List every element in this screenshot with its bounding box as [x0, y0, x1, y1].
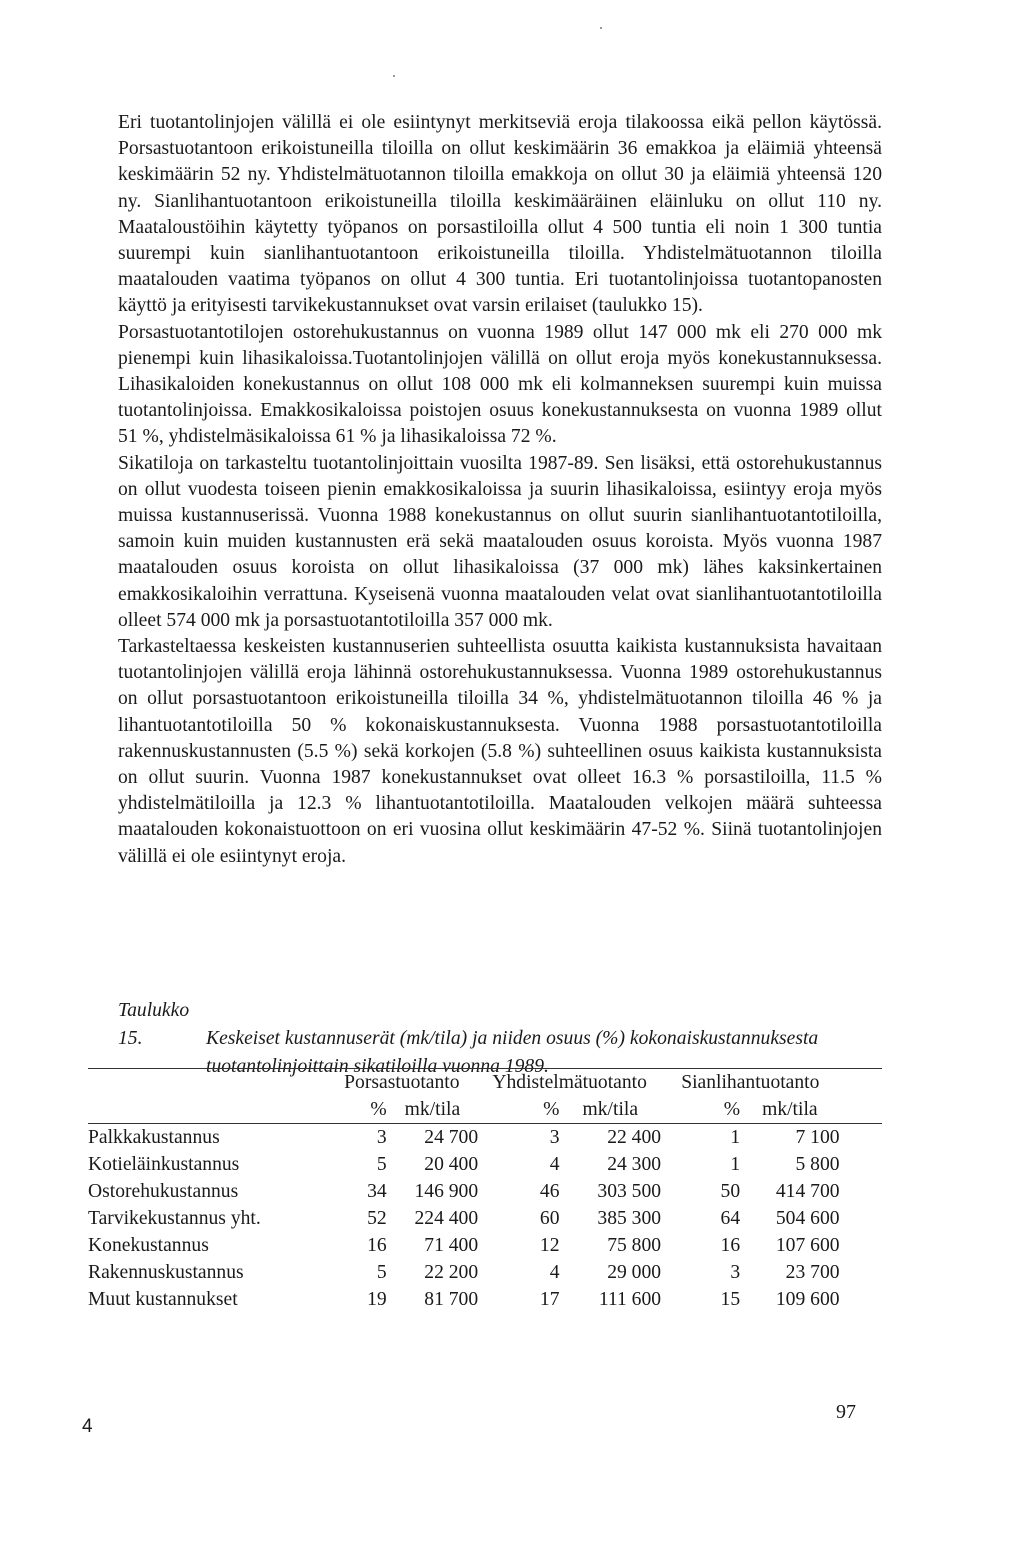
cell-value: 3: [730, 1262, 741, 1283]
paragraph-3: Sikatiloja on tarkasteltu tuotantolinjoittain vuosilta 1987-89. Sen lisäksi, että ostorehukustannus on ollut vuodesta toiseen pienin emakkosikaloissa ja suurin lihasikaloissa, esiintyy eroja myös muissa kustannuserissä. Vuonna 1988 konekustannus on ollut suurin sianlihantuotantotiloilla, samoin kuin muiden kustannusten erä sekä maatalouden osuus koroista. Myös vuonna 1987 maatalouden osuus koroista on ollut lihasikaloissa (37 000 mk) lähes kaksinkertainen emakkosikaloihin verrattuna. Kyseisenä vuonna maatalouden velat ovat sianlihantuotantotiloilla olleet 574 000 mk ja porsastuotantotiloilla 357 000 mk.: [118, 452, 882, 631]
header-group-yhdistelmatuotanto: Yhdistelmätuotanto: [492, 1072, 647, 1093]
cell-value: 24 300: [607, 1154, 662, 1175]
cell-value: 4: [549, 1262, 560, 1283]
paragraph-2: Porsastuotantotilojen ostorehukustannus on vuonna 1989 ollut 147 000 mk eli 270 000 mk pienempi kuin lihasikaloissa.Tuotantolinjojen välillä on ollut eroja myös konekustannuksessa. Lihasikaloiden konekustannus on ollut 108 000 mk eli kolmanneksen suurempi kuin muissa tuotantolinjoissa. Emakkosikaloissa poistojen osuus konekustannuksesta on vuonna 1989 ollut 51 %, yhdistelmäsikaloissa 61 % ja lihasikaloissa 72 %.: [118, 321, 882, 448]
cell-value: 1: [730, 1154, 741, 1175]
cost-table-container: [88, 1068, 882, 1313]
cell-value: 12: [539, 1235, 560, 1256]
cell-value: 16: [367, 1235, 387, 1256]
cell-value: 22 400: [607, 1127, 662, 1148]
cell-value: 20 400: [424, 1154, 479, 1175]
cell-value: 22 200: [424, 1262, 479, 1283]
cell-value: 15: [720, 1289, 741, 1310]
cell-value: 3: [376, 1127, 387, 1148]
scan-speck: [393, 75, 395, 77]
header-group-porsastuotanto: Porsastuotanto: [344, 1072, 460, 1093]
cell-value: 64: [720, 1208, 741, 1229]
table-caption-line2: tuotantolinjoittain sikatiloilla vuonna 1989.: [206, 1056, 549, 1077]
row-label: Ostorehukustannus: [88, 1181, 239, 1202]
table-row: [88, 1151, 882, 1178]
body-text: [118, 110, 882, 870]
cell-value: 71 400: [424, 1235, 479, 1256]
cell-value: 7 100: [795, 1127, 840, 1148]
cell-value: 414 700: [775, 1181, 840, 1202]
table-header-units: [88, 1096, 882, 1123]
row-label: Kotieläinkustannus: [88, 1154, 240, 1175]
cell-value: 109 600: [775, 1289, 840, 1310]
cell-value: 81 700: [424, 1289, 479, 1310]
header-pct: %: [370, 1099, 387, 1120]
cell-value: 19: [367, 1289, 387, 1310]
margin-mark: 4: [82, 1416, 93, 1437]
cell-value: 303 500: [597, 1181, 662, 1202]
cell-value: 146 900: [414, 1181, 479, 1202]
table-row: [88, 1286, 882, 1313]
header-pct: %: [723, 1099, 741, 1120]
cell-value: 75 800: [607, 1235, 662, 1256]
cell-value: 4: [549, 1154, 560, 1175]
table-header-groups: [88, 1069, 882, 1096]
cell-value: 16: [720, 1235, 741, 1256]
cell-value: 46: [539, 1181, 560, 1202]
table-caption-line1: Keskeiset kustannuserät (mk/tila) ja niiden osuus (%) kokonaiskustannuksesta: [206, 1028, 819, 1049]
header-pct: %: [543, 1099, 560, 1120]
cell-value: 17: [539, 1289, 560, 1310]
cell-value: 23 700: [785, 1262, 840, 1283]
cell-value: 504 600: [775, 1208, 840, 1229]
row-label: Rakennuskustannus: [88, 1262, 244, 1283]
header-mk: mk/tila: [404, 1099, 461, 1120]
table-row: [88, 1205, 882, 1232]
row-label: Palkkakustannus: [88, 1127, 220, 1148]
header-mk: mk/tila: [762, 1099, 818, 1120]
cell-value: 24 700: [424, 1127, 479, 1148]
table-row: [88, 1259, 882, 1286]
scan-speck: [600, 27, 602, 29]
table-row: [88, 1124, 882, 1151]
table-row: [88, 1178, 882, 1205]
row-label: Tarvikekustannus yht.: [88, 1208, 261, 1229]
cell-value: 111 600: [598, 1289, 662, 1310]
header-mk: mk/tila: [582, 1099, 639, 1120]
cell-value: 385 300: [597, 1208, 662, 1229]
paragraph-1: Eri tuotantolinjojen välillä ei ole esiintynyt merkitseviä eroja tilakoossa eikä pellon käytössä. Porsastuotantoon erikoistuneilla tiloilla on ollut keskimäärin 36 emakkoa ja eläimiä yhteensä keskimäärin 52 ny. Yhdistelmätuotannon tiloilla emakkoja on ollut 30 ja eläimiä yhteensä 120 ny. Sianlihantuotantoon erikoistuneilla tiloilla keskimääräinen eläinluku on ollut 110 ny. Maataloustöihin käytetty työpanos on porsastiloilla ollut 4 500 tuntia eli noin 1 300 tuntia suurempi kuin sianlihantuotantoon erikoistuneilla tiloilla. Yhdistelmätuotannon tiloilla maatalouden vaatima työpanos on ollut 4 300 tuntia. Eri tuotantolinjoissa tuotantopanosten käyttö ja erityisesti tarvikekustannukset ovat varsin erilaiset (taulukko 15).: [118, 112, 882, 317]
table-caption-label: Taulukko 15.: [118, 1000, 190, 1049]
cell-value: 34: [367, 1181, 387, 1202]
page-number: 97: [836, 1401, 856, 1423]
cell-value: 224 400: [414, 1208, 479, 1229]
cell-value: 50: [720, 1181, 741, 1202]
cell-value: 1: [730, 1127, 741, 1148]
cost-table: [88, 1069, 882, 1313]
table-row: [88, 1232, 882, 1259]
cell-value: 29 000: [607, 1262, 662, 1283]
cell-value: 5: [376, 1154, 387, 1175]
cell-value: 5: [376, 1262, 387, 1283]
paragraph-4: Tarkasteltaessa keskeisten kustannuserien suhteellista osuutta kaikista kustannuksista havaitaan tuotantolinjojen välillä eroja lähinnä ostorehukustannuksessa. Vuonna 1989 ostorehukustannus on ollut porsastuotantoon erikoistuneilla tiloilla 34 %, yhdistelmätuotannon tiloilla 46 % ja lihantuotantotiloilla 50 % kokonaiskustannuksesta. Vuonna 1988 porsastuotantotiloilla rakennuskustannusten (5.5 %) sekä korkojen (5.8 %) suhteellinen osuus kaikista kustannuksista on ollut suurin. Vuonna 1987 konekustannukset ovat olleet 16.3 % porsastiloilla, 11.5 % yhdistelmätiloilla ja 12.3 % lihantuotantotiloilla. Maatalouden velkojen määrä suhteessa maatalouden kokonaistuottoon on eri vuosina ollut keskimäärin 47-52 %. Siinä tuotantolinjojen välillä ei ole esiintynyt eroja.: [118, 636, 882, 867]
cell-value: 3: [549, 1127, 560, 1148]
cell-value: 5 800: [795, 1154, 840, 1175]
cell-value: 52: [367, 1208, 387, 1229]
header-group-sianlihantuotanto: Sianlihantuotanto: [681, 1072, 820, 1093]
row-label: Muut kustannukset: [88, 1289, 238, 1310]
cell-value: 107 600: [775, 1235, 840, 1256]
cell-value: 60: [539, 1208, 560, 1229]
header-empty: [88, 1069, 326, 1096]
row-label: Konekustannus: [88, 1235, 209, 1256]
